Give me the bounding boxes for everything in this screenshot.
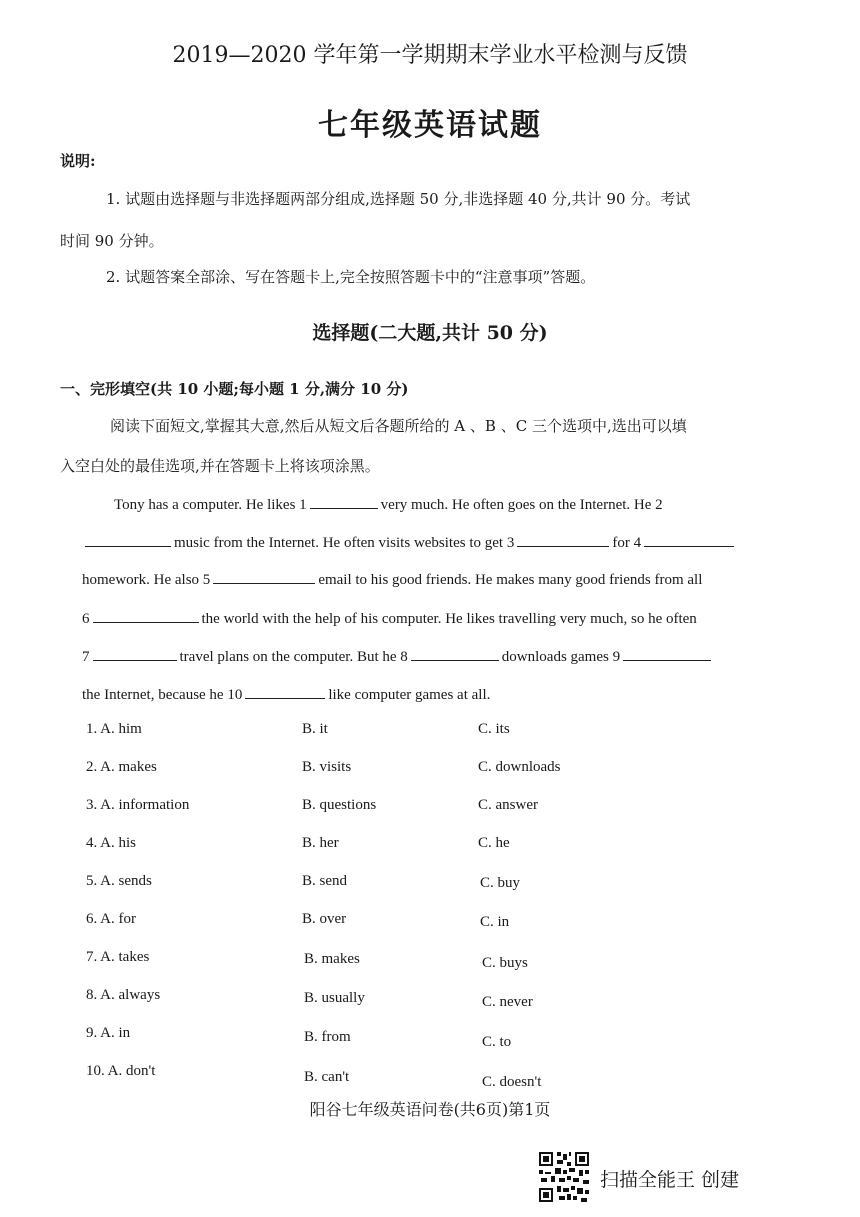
option-5a: 5. A. sends: [86, 873, 152, 889]
passage-line-3: homework. He also 5 email to his good friends. He makes many good friends from all: [82, 569, 702, 589]
option-9a: 9. A. in: [86, 1025, 131, 1041]
option-2c: C. downloads: [478, 759, 561, 775]
option-2a: 2. A. makes: [86, 759, 157, 775]
option-9c: C. to: [482, 1034, 512, 1050]
instruction-1-line-2: 时间 90 分钟。: [60, 232, 164, 250]
blank-7: [93, 646, 177, 661]
option-4c: C. he: [478, 835, 510, 851]
blank-5: [213, 569, 315, 584]
section-title: 选择题(二大题,共计 50 分): [312, 322, 548, 344]
blank-8: [411, 646, 499, 661]
qr-code-icon: [537, 1150, 591, 1204]
option-7a: 7. A. takes: [86, 949, 150, 965]
option-6a: 6. A. for: [86, 911, 136, 927]
blank-9: [623, 646, 711, 661]
option-3a: 3. A. information: [86, 797, 190, 813]
option-10c: C. doesn't: [482, 1074, 542, 1090]
option-8b: B. usually: [304, 990, 365, 1006]
passage-line-4: 6 the world with the help of his computer. He likes travelling very much, so he often: [82, 608, 697, 628]
option-1a: 1. A. him: [86, 721, 142, 737]
blank-4: [644, 532, 734, 547]
option-2b: B. visits: [302, 759, 352, 775]
option-10b: B. can't: [304, 1069, 350, 1085]
option-8c: C. never: [482, 994, 533, 1010]
option-1b: B. it: [302, 721, 328, 737]
part-1-heading: 一、完形填空(共 10 小题;每小题 1 分,满分 10 分): [60, 380, 409, 398]
page-footer: 阳谷七年级英语问卷(共6页)第1页: [309, 1100, 551, 1119]
exam-title: 七年级英语试题: [318, 108, 542, 143]
option-7c: C. buys: [482, 955, 528, 971]
option-6b: B. over: [302, 911, 347, 927]
instruction-1-line-1: 1. 试题由选择题与非选择题两部分组成,选择题 50 分,非选择题 40 分,共计 90 分。考试: [106, 190, 691, 208]
option-6c: C. in: [480, 914, 510, 930]
blank-10: [245, 684, 325, 699]
passage-line-1: Tony has a computer. He likes 1 very much. He often goes on the Internet. He 2: [114, 494, 663, 514]
blank-3: [517, 532, 609, 547]
scanner-watermark: 扫描全能王 创建: [600, 1169, 740, 1191]
passage-line-5: 7 travel plans on the computer. But he 8 downloads games 9: [82, 646, 714, 666]
option-5b: B. send: [302, 873, 347, 889]
passage-line-2: music from the Internet. He often visits websites to get 3 for 4: [82, 532, 737, 552]
option-7b: B. makes: [304, 951, 360, 967]
option-3c: C. answer: [478, 797, 538, 813]
option-9b: B. from: [304, 1029, 351, 1045]
blank-2: [85, 532, 171, 547]
option-5c: C. buy: [480, 875, 521, 891]
option-3b: B. questions: [302, 797, 377, 813]
option-4a: 4. A. his: [86, 835, 137, 851]
instruction-2: 2. 试题答案全部涂、写在答题卡上,完全按照答题卡中的“注意事项”答题。: [106, 268, 596, 286]
blank-1: [310, 494, 378, 509]
directions-line-1: 阅读下面短文,掌握其大意,然后从短文后各题所给的 A 、B 、C 三个选项中,选出可以填: [110, 417, 687, 435]
option-8a: 8. A. always: [86, 987, 161, 1003]
blank-6: [93, 608, 199, 623]
option-4b: B. her: [302, 835, 339, 851]
exam-header-line: 2019—2020 学年第一学期期末学业水平检测与反馈: [172, 43, 688, 68]
instructions-label: 说明:: [60, 152, 96, 170]
option-10a: 10. A. don't: [86, 1063, 156, 1079]
passage-line-6: the Internet, because he 10 like computer games at all.: [82, 684, 490, 704]
option-1c: C. its: [478, 721, 510, 737]
directions-line-2: 入空白处的最佳选项,并在答题卡上将该项涂黑。: [60, 457, 380, 475]
